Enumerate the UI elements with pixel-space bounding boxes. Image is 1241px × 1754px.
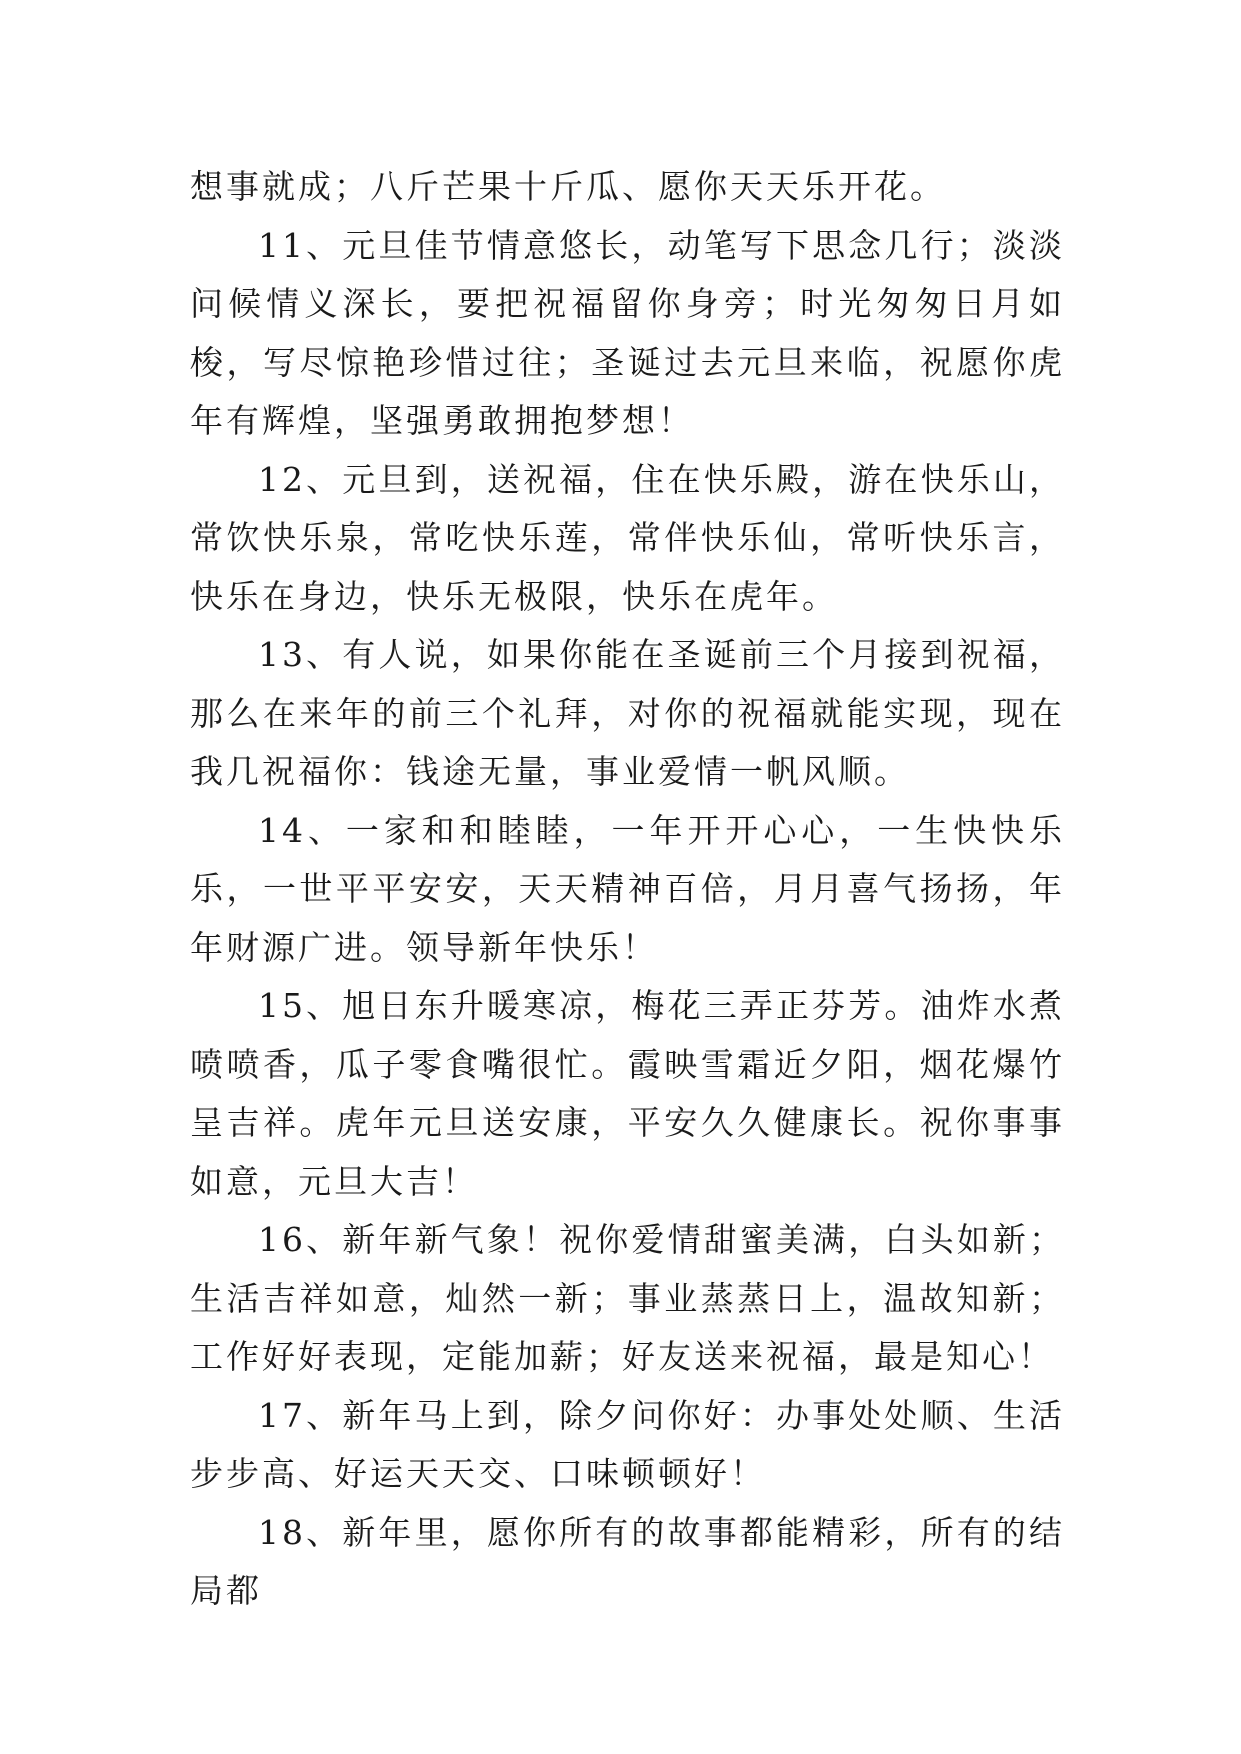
paragraph-continued: 想事就成；八斤芒果十斤瓜、愿你天天乐开花。	[190, 167, 946, 206]
paragraph-item-17: 17、新年马上到，除夕问你好：办事处处顺、生活步步高、好运天天交、口味顿顿好！	[190, 1395, 1065, 1493]
paragraph-item-16: 16、新年新气象！祝你爱情甜蜜美满，白头如新；生活吉祥如意，灿然一新；事业蒸蒸日上，温故知新；工作好好表现，定能加薪；好友送来祝福，最是知心！	[190, 1220, 1065, 1376]
paragraph-item-13: 13、有人说，如果你能在圣诞前三个月接到祝福，那么在来年的前三个礼拜，对你的祝福就能实现，现在我几祝福你：钱途无量，事业爱情一帆风顺。	[190, 635, 1065, 791]
document-body	[190, 158, 1065, 1621]
paragraph-item-11: 11、元旦佳节情意悠长，动笔写下思念几行；淡淡问候情义深长，要把祝福留你身旁；时光匆匆日月如梭，写尽惊艳珍惜过往；圣诞过去元旦来临，祝愿你虎年有辉煌，坚强勇敢拥抱梦想！	[190, 225, 1065, 440]
paragraph-item-18: 18、新年里，愿你所有的故事都能精彩，所有的结局都	[190, 1512, 1065, 1610]
paragraph-item-15: 15、旭日东升暖寒凉，梅花三弄正芬芳。油炸水煮喷喷香，瓜子零食嘴很忙。霞映雪霜近夕阳，烟花爆竹呈吉祥。虎年元旦送安康，平安久久健康长。祝你事事如意，元旦大吉！	[190, 986, 1065, 1201]
paragraph-item-12: 12、元旦到，送祝福，住在快乐殿，游在快乐山，常饮快乐泉，常吃快乐莲，常伴快乐仙，常听快乐言，快乐在身边，快乐无极限，快乐在虎年。	[190, 459, 1065, 616]
paragraph-item-14: 14、一家和和睦睦，一年开开心心，一生快快乐乐，一世平平安安，天天精神百倍，月月喜气扬扬，年年财源广进。领导新年快乐！	[190, 810, 1065, 967]
